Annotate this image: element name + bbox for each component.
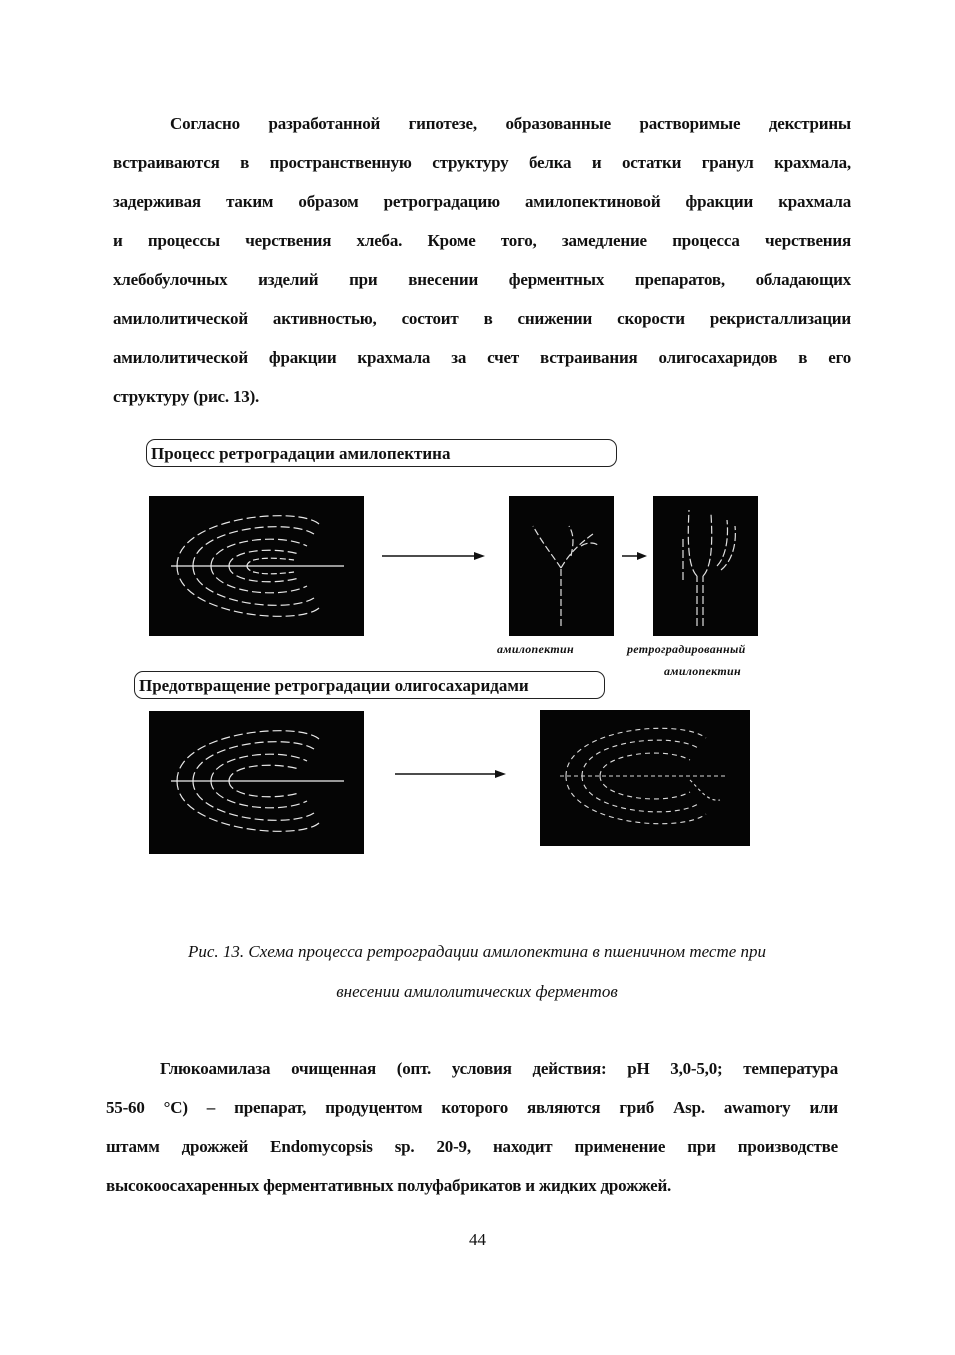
figure-caption (77, 932, 877, 1012)
retrograded-amylopectin-panel (653, 496, 758, 636)
text-line: и процессы черствения хлеба. Кроме того, замедление процесса черствения (113, 231, 851, 250)
arrow-icon (395, 767, 507, 781)
caption-line: Рис. 13. Схема процесса ретроградации амилопектина в пшеничном тесте при (187, 942, 767, 961)
starch-granule-oligosaccharides-panel (540, 710, 750, 846)
starch-granule-before-panel (149, 711, 364, 854)
text-line: штамм дрожжей Endomycopsis sp. 20-9, находит применение при производстве (106, 1137, 838, 1156)
text-line: амилолитической активностью, состоит в снижении скорости рекристаллизации (113, 309, 851, 328)
starch-granule-oligosaccharides-diagram (540, 710, 750, 846)
text-line: структуру (рис. 13). (113, 387, 260, 406)
label-retrograded-line2: амилопектин (664, 664, 741, 678)
caption-line: внесении амилолитических ферментов (336, 982, 618, 1001)
label-amylopectin: амилопектин (497, 642, 574, 656)
starch-granule-diagram (149, 496, 364, 636)
text-line: задерживая таким образом ретроградацию амилопектиновой фракции крахмала (113, 192, 851, 211)
text-line: хлебобулочных изделий при внесении ферментных препаратов, обладающих (113, 270, 851, 289)
text-line: высокоосахаренных ферментативных полуфабрикатов и жидких дрожжей. (106, 1176, 672, 1195)
text-line: амилолитической фракции крахмала за счет встраивания олигосахаридов в его (113, 348, 851, 367)
text-line: встраиваются в пространственную структуру белка и остатки гранул крахмала, (113, 153, 851, 172)
text-line: Глюкоамилаза очищенная (опт. условия действия: pH 3,0-5,0; температура (160, 1059, 838, 1078)
amylopectin-diagram (509, 496, 614, 636)
starch-granule-before-diagram (149, 711, 364, 854)
arrow-icon (622, 549, 648, 563)
paragraph-intro (113, 104, 851, 416)
starch-granule-panel (149, 496, 364, 636)
text-line: Согласно разработанной гипотезе, образованные растворимые декстрины (170, 114, 851, 133)
page-number: 44 (469, 1230, 486, 1249)
paragraph-glucoamylase (106, 1049, 838, 1205)
label-retrograded-line1: ретроградированный (627, 642, 746, 656)
arrow-icon (382, 549, 486, 563)
text-line: 55-60 °С) – препарат, продуцентом которого являются гриб Asp. awamory или (106, 1098, 838, 1117)
figure-box-prevention-title: Предотвращение ретроградации олигосахаридами (134, 671, 605, 699)
amylopectin-panel (509, 496, 614, 636)
retrograded-amylopectin-diagram (653, 496, 758, 636)
figure-box-retrogradation-title: Процесс ретроградации амилопектина (146, 439, 617, 467)
